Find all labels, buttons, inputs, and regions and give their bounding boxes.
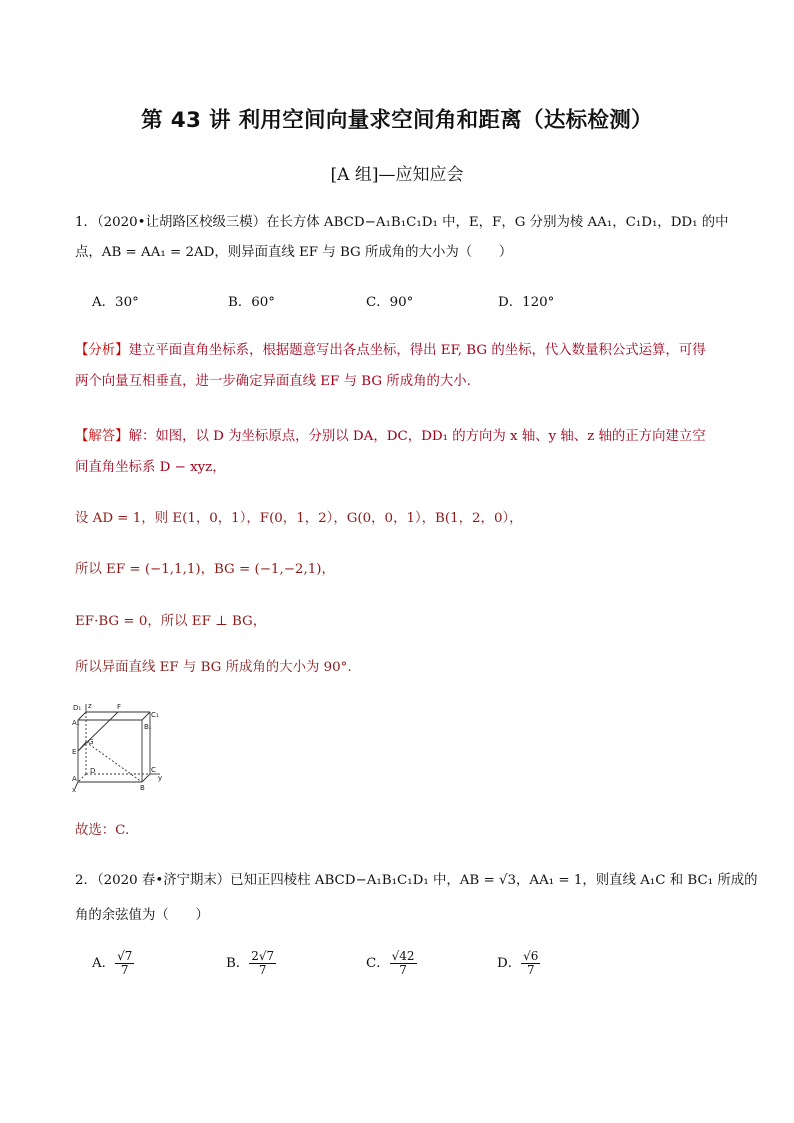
label-z: z	[88, 702, 92, 710]
analysis-text-1: 建立平面直角坐标系，根据题意写出各点坐标，得出 EF, BG 的坐标，代入数量积公式运算，可得	[128, 343, 706, 358]
q2-option-a-letter: A．	[92, 956, 116, 971]
q2-option-a-fraction	[115, 950, 134, 977]
q2-option-b-numerator: 2√7	[251, 949, 275, 963]
segment-ef	[78, 712, 118, 751]
label-f: F	[117, 703, 122, 711]
page-subtitle: [A 组]—应知应会	[330, 165, 464, 185]
solution-choice: 故选：C.	[75, 823, 130, 838]
segment-gb	[86, 742, 142, 782]
label-a: A	[72, 775, 77, 783]
analysis-tag: 【分析】	[75, 343, 129, 358]
solution-set-line	[75, 509, 523, 529]
label-b1: B₁	[144, 723, 152, 731]
solution-conclusion: 所以异面直线 EF 与 BG 所成角的大小为 90°.	[75, 660, 352, 675]
solution-set-prefix: 设 AD = 1，则 E(1，	[75, 511, 210, 526]
edge-bc	[142, 774, 150, 782]
cuboid-figure	[72, 702, 164, 794]
solution-line2: 间直角坐标系 D − xyz，	[75, 460, 226, 475]
q2-option-d-denominator: 7	[526, 963, 535, 977]
q2-option-b-letter: B．	[226, 956, 250, 971]
analysis-line2: 两个向量互相垂直，进一步确定异面直线 EF 与 BG 所成角的大小.	[75, 374, 471, 389]
q1-option-c: C．90°	[366, 295, 414, 310]
q1-stem-line1: 1．（2020•让胡路区校级三模）在长方体 ABCD−A₁B₁C₁D₁ 中，E，F，G 分别为棱 AA₁，C₁D₁，DD₁ 的中	[75, 215, 729, 230]
q2-option-a	[92, 950, 134, 977]
q1-option-b: B．60°	[228, 295, 275, 310]
label-b: B	[140, 784, 145, 792]
q2-option-c	[366, 950, 417, 977]
label-g: G	[88, 738, 94, 746]
edge-da	[78, 774, 86, 782]
label-x: x	[72, 786, 77, 794]
solution-vector-line: 所以 EF = (−1,1,1)，BG = (−1,−2,1)，	[75, 562, 335, 577]
q2-option-d-numerator: √6	[523, 949, 539, 963]
label-e: E	[72, 748, 77, 756]
label-a1: A₁	[72, 719, 80, 727]
q2-option-b	[226, 950, 276, 977]
q2-option-d-fraction	[521, 950, 540, 977]
q1-option-d: D．120°	[498, 295, 555, 310]
q2-option-c-denominator: 7	[399, 963, 407, 977]
q2-option-a-denominator: 7	[120, 963, 129, 977]
q2-option-b-fraction	[249, 950, 276, 977]
q2-option-a-numerator: √7	[117, 949, 133, 963]
solution-set-rest: 0，1），F(0，1，2），G(0，0，1），B(1，2，0），	[209, 511, 523, 526]
q1-stem-line2: 点，AB = AA₁ = 2AD，则异面直线 EF 与 BG 所成角的大小为（ ）	[75, 245, 513, 260]
q1-option-a: A．30°	[92, 295, 139, 310]
label-d1: D₁	[73, 704, 82, 712]
q2-option-d-letter: D．	[497, 956, 522, 971]
q2-stem-line2: 角的余弦值为（ ）	[75, 908, 209, 923]
label-d: D	[90, 767, 96, 775]
page-title: 第 43 讲 利用空间向量求空间角和距离（达标检测）	[141, 108, 653, 133]
q2-option-c-letter: C．	[366, 956, 390, 971]
label-c: C	[151, 766, 156, 774]
q2-stem-line1: 2．（2020 春•济宁期末）已知正四棱柱 ABCD−A₁B₁C₁D₁ 中，AB = √3，AA₁ = 1，则直线 A₁C 和 BC₁ 所成的	[75, 873, 758, 888]
label-c1: C₁	[151, 711, 159, 719]
solution-text-1: 解：如图，以 D 为坐标原点，分别以 DA，DC，DD₁ 的方向为 x 轴、y 轴、z 轴的正方向建立空	[128, 429, 706, 444]
q2-option-b-denominator: 7	[258, 963, 267, 977]
segment-eg	[78, 742, 86, 751]
q2-option-c-numerator: √42	[391, 949, 415, 963]
q2-option-c-fraction	[390, 950, 417, 977]
solution-dot-line: EF·BG = 0，所以 EF ⊥ BG，	[75, 614, 267, 629]
q2-option-d	[497, 950, 540, 977]
solution-line1	[75, 427, 706, 447]
analysis-line1	[75, 341, 706, 361]
solution-tag: 【解答】	[75, 429, 129, 444]
edge-c1b1	[142, 712, 150, 720]
label-y: y	[158, 774, 163, 782]
